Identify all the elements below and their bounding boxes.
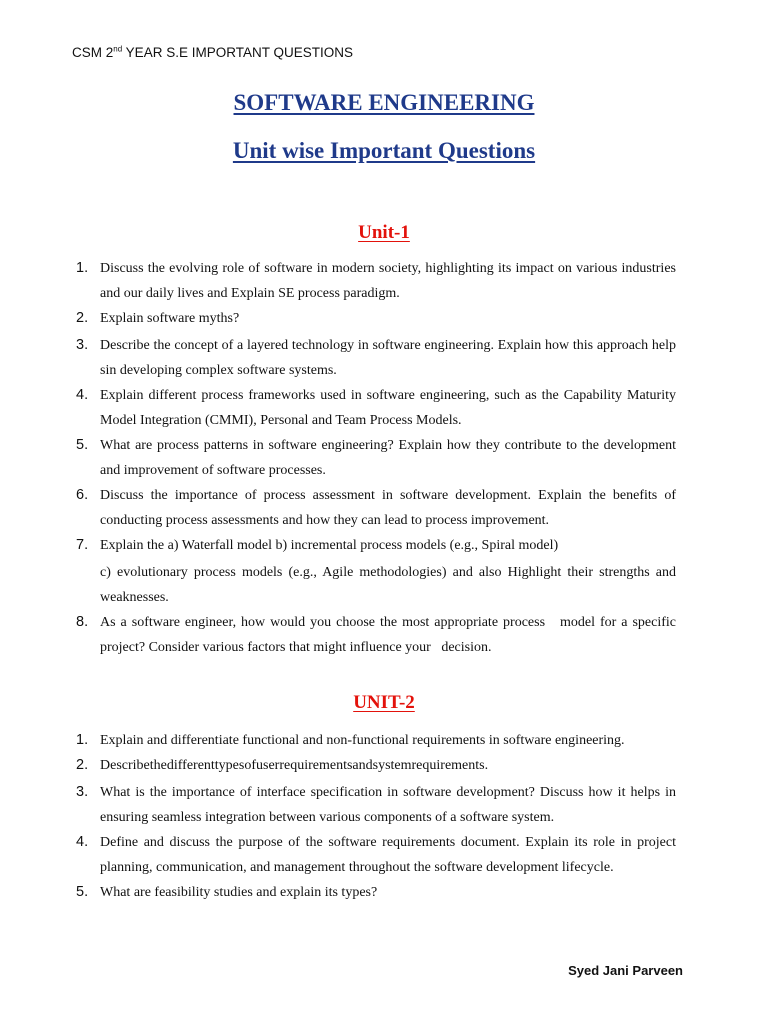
question-text: What are feasibility studies and explain its types?: [100, 885, 378, 900]
header-prefix: CSM 2: [72, 45, 114, 60]
question-text: Explain different process frameworks used in software engineering, such as the Capability Maturity Model Integration (CMMI), Personal and Team Process Models.: [100, 388, 676, 428]
question-item: [0, 333, 768, 383]
header-superscript: nd: [113, 44, 123, 54]
question-item: [0, 256, 768, 306]
question-text: Discuss the importance of process assessment in software development. Explain the benefits of conducting process assessments and how they can lead to process improvement.: [100, 488, 676, 528]
question-item: [0, 383, 768, 433]
question-number: 3.: [76, 784, 89, 800]
document-subtitle: Unit wise Important Questions: [232, 138, 536, 163]
question-item: [0, 610, 768, 660]
unit-1-question-list: [0, 256, 768, 660]
question-number: 8.: [76, 614, 89, 630]
page-header: [72, 45, 353, 60]
question-item: [0, 306, 768, 331]
question-text: Explain and differentiate functional and non-functional requirements in software engineering.: [100, 733, 625, 748]
question-number: 4.: [76, 387, 89, 403]
question-item: [0, 533, 768, 610]
question-text: Define and discuss the purpose of the software requirements document. Explain its role in project planning, communication, and management throughout the software development lifecycle.: [100, 835, 676, 875]
question-text: As a software engineer, how would you choose the most appropriate process model for a specific project? Consider various factors that might influence your decision.: [100, 615, 680, 655]
unit-2-heading: UNIT-2: [353, 692, 415, 713]
question-text: Describe the concept of a layered technology in software engineering. Explain how this approach help sin developing complex software systems.: [100, 338, 676, 378]
question-text: Describethedifferenttypesofuserrequirementsandsystemrequirements.: [100, 758, 489, 773]
question-text: What are process patterns in software engineering? Explain how they contribute to the development and improvement of software processes.: [100, 438, 676, 478]
question-number: 1.: [76, 260, 89, 276]
question-number: 4.: [76, 834, 89, 850]
question-item: [0, 433, 768, 483]
question-number: 2.: [76, 757, 89, 773]
question-item: [0, 483, 768, 533]
unit-2-question-list: [0, 728, 768, 905]
document-title: SOFTWARE ENGINEERING: [233, 90, 535, 115]
question-number: 6.: [76, 487, 89, 503]
question-item: [0, 830, 768, 880]
question-text: Explain the a) Waterfall model b) incremental process models (e.g., Spiral model): [100, 538, 559, 553]
question-item: [0, 880, 768, 905]
question-item: [0, 728, 768, 753]
question-text: Discuss the evolving role of software in modern society, highlighting its impact on various industries and our daily lives and Explain SE process paradigm.: [100, 261, 676, 301]
question-number: 7.: [76, 537, 89, 553]
question-number: 5.: [76, 437, 89, 453]
question-text: What is the importance of interface specification in software development? Discuss how it helps in ensuring seamless integration between various components of a software system.: [100, 785, 676, 825]
unit-1-heading: Unit-1: [358, 222, 410, 243]
question-item: [0, 753, 768, 778]
question-number: 5.: [76, 884, 89, 900]
question-text: Explain software myths?: [100, 311, 240, 326]
question-continuation: c) evolutionary process models (e.g., Agile methodologies) and also Highlight their strengths and weaknesses.: [100, 565, 676, 605]
question-number: 3.: [76, 337, 89, 353]
question-number: 2.: [76, 310, 89, 326]
author-footer: Syed Jani Parveen: [568, 963, 683, 978]
question-item: [0, 780, 768, 830]
question-number: 1.: [76, 732, 89, 748]
header-suffix: YEAR S.E IMPORTANT QUESTIONS: [122, 45, 353, 60]
